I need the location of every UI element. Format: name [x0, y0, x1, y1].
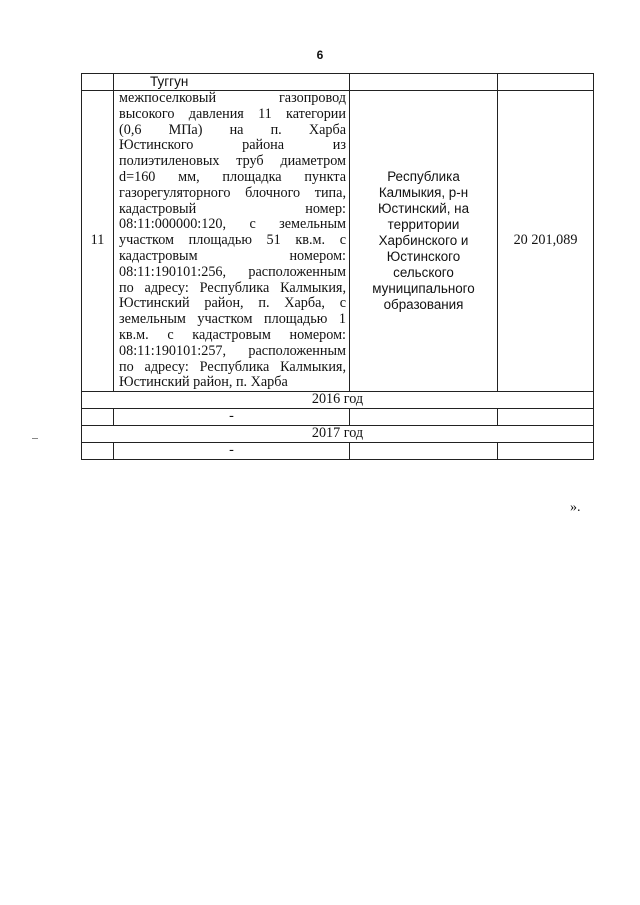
table-row-entry-11: [82, 91, 594, 392]
description-line: по адресу: Республика Калмыкия,: [119, 279, 346, 296]
description-line: участком площадью 51 кв.м. с: [119, 232, 346, 249]
description-line: межпоселковый газопровод: [119, 90, 346, 106]
description-line: d=160 мм, площадка пункта: [119, 168, 346, 185]
description-line: кадастровый номер:: [119, 200, 346, 217]
number-cell: [82, 74, 114, 91]
entry-description: [114, 91, 350, 392]
description-line: по адресу: Республика Калмыкия,: [119, 358, 346, 375]
description-line: 08:11:000000:120, с земельным: [119, 216, 346, 233]
location-cell: [350, 74, 498, 91]
table-row-continuation: [82, 74, 594, 91]
entry-location: Республика Калмыкия, р-н Юстинский, на территории Харбинского и Юстинского сельского муниципального образования: [350, 91, 498, 392]
value-cell: [498, 409, 594, 426]
table-row-empty: [82, 409, 594, 426]
empty-dash: -: [114, 443, 350, 460]
empty-dash: -: [114, 409, 350, 426]
year-heading-row: [82, 426, 594, 443]
value-cell: [498, 443, 594, 460]
description-line: 08:11:190101:256, расположенным: [119, 263, 346, 280]
description-line: Юстинский район, п. Харба: [119, 374, 288, 391]
year-heading: 2016 год: [82, 392, 594, 409]
value-cell: [498, 74, 594, 91]
year-heading-row: [82, 392, 594, 409]
year-heading: 2017 год: [82, 426, 594, 443]
description-line: (0,6 МПа) на п. Харба: [119, 121, 346, 138]
objects-table: [81, 73, 594, 460]
number-cell: [82, 409, 114, 426]
description-line: кадастровым номером:: [119, 247, 346, 264]
number-cell: [82, 443, 114, 460]
description-line: 08:11:190101:257, расположенным: [119, 342, 346, 359]
page-number: 6: [316, 48, 324, 62]
description-line: земельным участком площадью 1: [119, 311, 346, 328]
entry-number: 11: [82, 91, 114, 392]
description-line: Юстинского района из: [119, 137, 346, 154]
name-cell: Туггун: [114, 74, 350, 91]
location-cell: [350, 443, 498, 460]
description-line: Юстинский район, п. Харба, с: [119, 295, 346, 312]
description-line: газорегуляторного блочного типа,: [119, 184, 346, 201]
closing-quote-mark: ».: [570, 500, 581, 515]
description-line: высокого давления 11 категории: [119, 105, 346, 122]
margin-mark: [32, 438, 38, 439]
description-line: кв.м. с кадастровым номером:: [119, 326, 346, 343]
table-row-empty: [82, 443, 594, 460]
description-line: полиэтиленовых труб диаметром: [119, 153, 346, 170]
location-cell: [350, 409, 498, 426]
entry-value: 20 201,089: [498, 91, 594, 392]
